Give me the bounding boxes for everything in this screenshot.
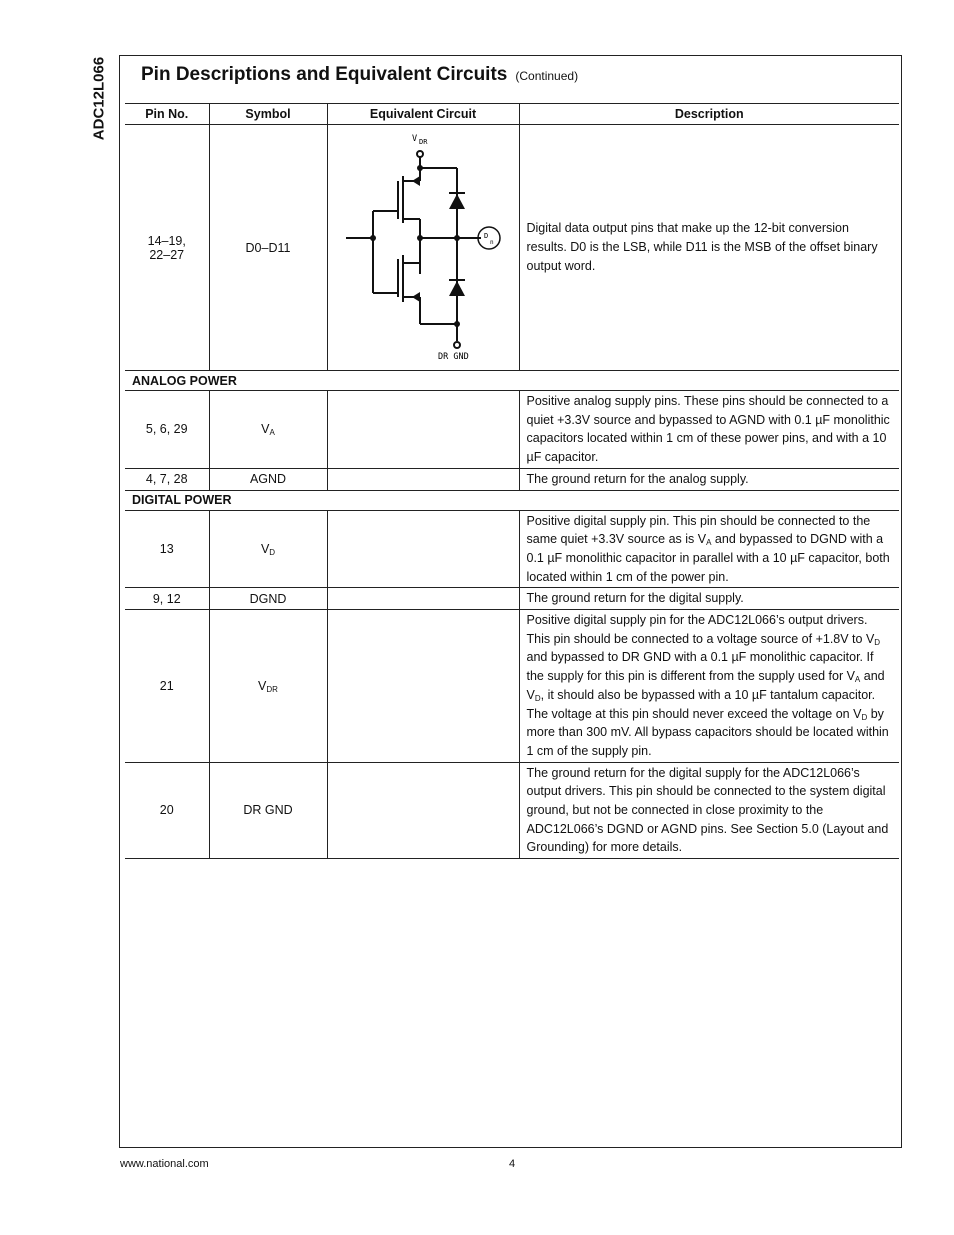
col-pin-no: Pin No.: [125, 104, 209, 125]
page-title: [141, 64, 578, 86]
pin-table: [125, 103, 899, 859]
description: The ground return for the digital supply for the ADC12L066’s output drivers. This pin should be connected to the system digital ground, but not be connected in close proximity to the ADC12L066’s DGND or AGND pins. See Section 5.0 (Layout and Grounding) for more details.: [519, 762, 899, 859]
table-header: [125, 104, 899, 125]
description: Digital data output pins that make up the 12-bit conversion results. D0 is the LSB, while D11 is the MSB of the offset binary output word.: [519, 125, 899, 371]
table-row: [125, 588, 899, 610]
section-analog-power: ANALOG POWER: [125, 371, 899, 391]
pin-no: 13: [125, 510, 209, 588]
table-row: [125, 468, 899, 490]
circuit-diagram: [328, 125, 519, 367]
pin-no: 14–19, 22–27: [125, 125, 209, 371]
section-row: [125, 371, 899, 391]
pin-no: 9, 12: [125, 588, 209, 610]
symbol: DGND: [209, 588, 327, 610]
description: The ground return for the digital supply.: [519, 588, 899, 610]
dn-label: D: [483, 232, 488, 240]
description: Positive digital supply pin for the ADC12L066’s output drivers. This pin should be connected to a voltage source of +1.8V to $V_D$ and bypassed to DR GND with a 0.1 µF monolithic capacitor. If the supply for this pin is different from the supply used for $V_A$ and $V_D$, it should also be bypassed with a 10 µF tantalum capacitor. The voltage at this pin should never exceed the voltage on $V_D$ by more than 300 mV. All bypass capacitors should be located within 1 cm of the supply pin.: [519, 610, 899, 763]
table-row: [125, 391, 899, 469]
footer-page-number: 4: [509, 1158, 516, 1170]
equivalent-circuit-empty: [327, 510, 519, 588]
equivalent-circuit-empty: [327, 610, 519, 763]
description: Positive analog supply pins. These pins should be connected to a quiet +3.3V source and bypassed to AGND with 0.1 µF monolithic capacitors located within 1 cm of these power pins, and with a 10 µF capacitor.: [519, 391, 899, 469]
dn-sub: n: [489, 239, 494, 246]
col-symbol: Symbol: [209, 104, 327, 125]
equivalent-circuit-empty: [327, 588, 519, 610]
col-description: Description: [519, 104, 899, 125]
drgnd-label: DR GND: [437, 352, 469, 362]
table-row: [125, 125, 899, 371]
side-part-number: ADC12L066: [90, 56, 108, 141]
equivalent-circuit-empty: [327, 762, 519, 859]
symbol: $V_{DR}$: [209, 610, 327, 763]
pin-no: 4, 7, 28: [125, 468, 209, 490]
vdr-sub: DR: [418, 138, 427, 146]
description: Positive digital supply pin. This pin should be connected to the same quiet +3.3V source as is $V_A$ and bypassed to DGND with a 0.1 µF monolithic capacitor in parallel with a 10 µF capacitor, both located within 1 cm of the power pin.: [519, 510, 899, 588]
equivalent-circuit-empty: [327, 391, 519, 469]
equivalent-circuit-empty: [327, 468, 519, 490]
symbol: AGND: [209, 468, 327, 490]
symbol: DR GND: [209, 762, 327, 859]
table-row: [125, 762, 899, 859]
title-continued: (Continued): [515, 69, 579, 83]
equivalent-circuit: [327, 125, 519, 371]
symbol: $V_A$: [209, 391, 327, 469]
footer-url: www.national.com: [120, 1158, 209, 1170]
title-text: Pin Descriptions and Equivalent Circuits: [141, 64, 508, 85]
table-row: [125, 610, 899, 763]
section-row: [125, 490, 899, 510]
pin-no: 20: [125, 762, 209, 859]
vdr-label: V: [411, 134, 417, 144]
section-digital-power: DIGITAL POWER: [125, 490, 899, 510]
symbol: $V_D$: [209, 510, 327, 588]
pin-no: 21: [125, 610, 209, 763]
symbol: D0–D11: [209, 125, 327, 371]
table-row: [125, 510, 899, 588]
col-circuit: Equivalent Circuit: [327, 104, 519, 125]
description: The ground return for the analog supply.: [519, 468, 899, 490]
pin-no: 5, 6, 29: [125, 391, 209, 469]
